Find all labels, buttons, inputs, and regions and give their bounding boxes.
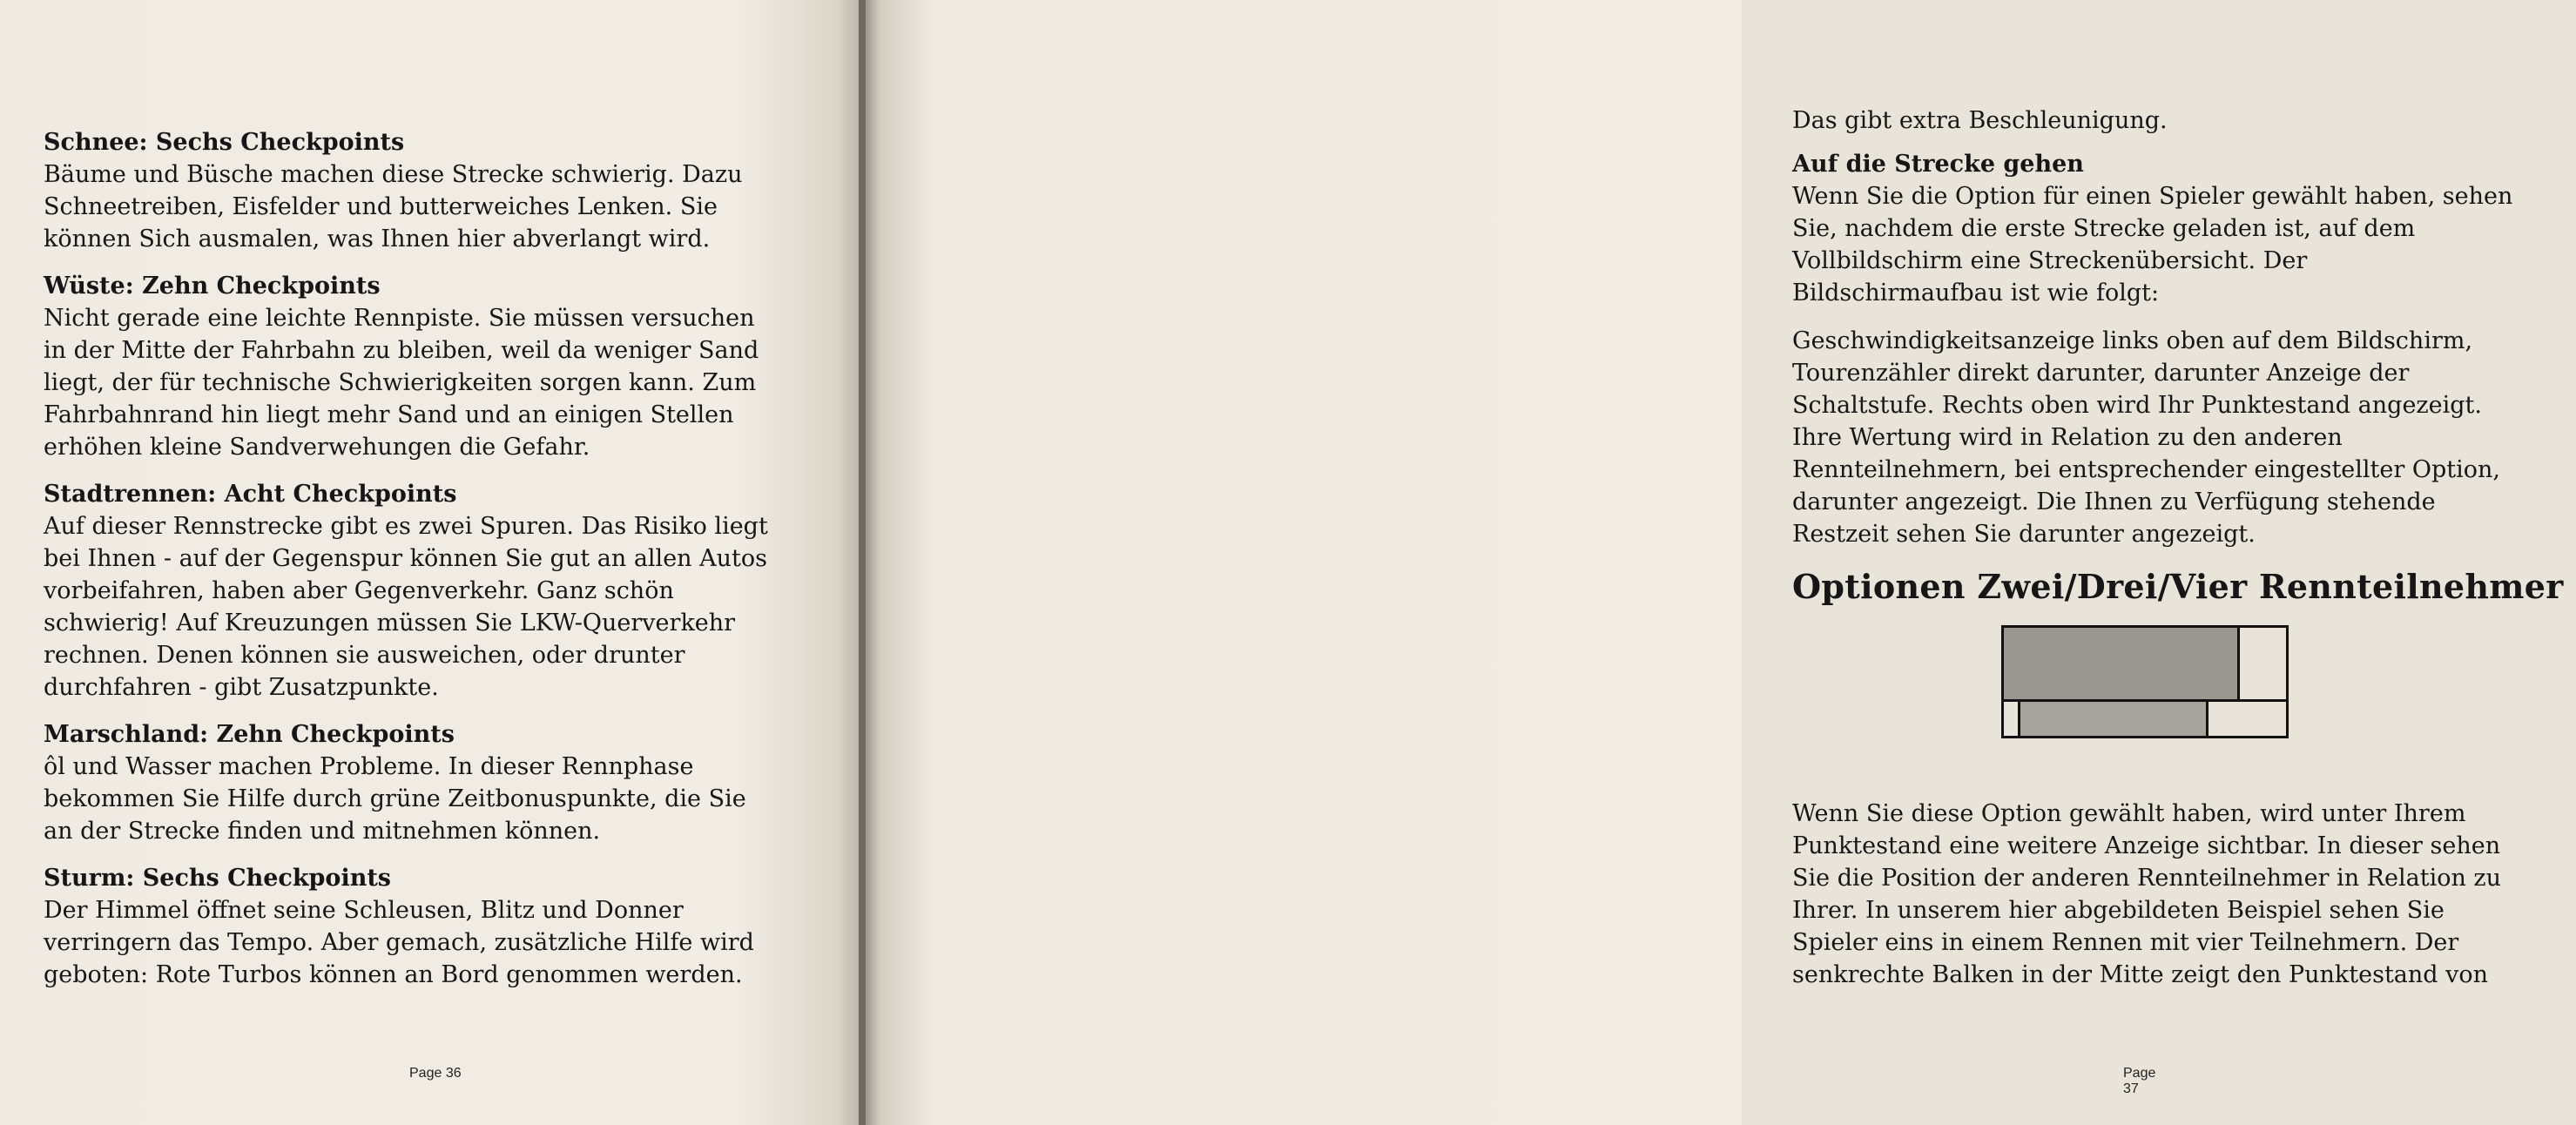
text-line: Bäume und Büsche machen diese Strecke schwierig. Dazu bbox=[44, 161, 743, 188]
text-line: erhöhen kleine Sandverwehungen die Gefahr. bbox=[44, 434, 590, 461]
paragraph-screen-layout bbox=[1792, 325, 2576, 550]
text-line: Bildschirmaufbau ist wie folgt: bbox=[1792, 280, 2160, 307]
book-gutter bbox=[859, 0, 866, 1125]
text-line: Spieler eins in einem Rennen mit vier Teilnehmern. Der bbox=[1792, 929, 2459, 956]
section-heading: Marschland: Zehn Checkpoints bbox=[44, 721, 455, 748]
text-line: bei Ihnen - auf der Gegenspur können Sie gut an allen Autos bbox=[44, 545, 767, 572]
text-line: Wenn Sie die Option für einen Spieler gewählt haben, sehen bbox=[1792, 183, 2513, 210]
text-line: Ihrer. In unserem hier abgebildeten Beispiel sehen Sie bbox=[1792, 897, 2445, 924]
section-heading: Auf die Strecke gehen bbox=[1792, 151, 2084, 178]
text-line: Tourenzähler direkt darunter, darunter Anzeige der bbox=[1792, 360, 2410, 387]
text-line: an der Strecke finden und mitnehmen können. bbox=[44, 818, 601, 845]
section-sturm bbox=[44, 863, 827, 991]
section-wueste bbox=[44, 271, 827, 463]
section-heading: Sturm: Sechs Checkpoints bbox=[44, 865, 392, 892]
text-line: Sie die Position der anderen Rennteilnehmer in Relation zu bbox=[1792, 865, 2502, 892]
text-line: Punktestand eine weitere Anzeige sichtbar. In dieser sehen bbox=[1792, 832, 2501, 859]
text-line: Rennteilnehmern, bei entsprechender eingestellter Option, bbox=[1792, 456, 2501, 483]
text-line: in der Mitte der Fahrbahn zu bleiben, weil da weniger Sand bbox=[44, 337, 759, 364]
section-stadtrennen bbox=[44, 479, 827, 704]
text-line: Geschwindigkeitsanzeige links oben auf dem Bildschirm, bbox=[1792, 327, 2473, 354]
diagram-side-panel bbox=[2237, 625, 2289, 702]
page-number: Page 37 bbox=[2123, 1066, 2156, 1096]
section-heading: Stadtrennen: Acht Checkpoints bbox=[44, 481, 457, 508]
text-line: können Sich ausmalen, was Ihnen hier abverlangt wird. bbox=[44, 226, 711, 253]
right-page-content bbox=[1792, 104, 2576, 1007]
text-line: Der Himmel öffnet seine Schleusen, Blitz und Donner bbox=[44, 897, 684, 924]
text-line: Auf dieser Rennstrecke gibt es zwei Spuren. Das Risiko liegt bbox=[44, 513, 768, 540]
section-heading: Schnee: Sechs Checkpoints bbox=[44, 129, 405, 156]
diagram-main-view bbox=[2001, 625, 2240, 702]
screen-layout-diagram bbox=[2001, 625, 2289, 738]
text-line: Wenn Sie diese Option gewählt haben, wird unter Ihrem bbox=[1792, 800, 2466, 827]
text-line: vorbeifahren, haben aber Gegenverkehr. Ganz schön bbox=[44, 577, 674, 604]
text-line: senkrechte Balken in der Mitte zeigt den Punktestand von bbox=[1792, 961, 2489, 988]
text-line: durchfahren - gibt Zusatzpunkte. bbox=[44, 674, 439, 701]
text-line: Nicht gerade eine leichte Rennpiste. Sie müssen versuchen bbox=[44, 305, 755, 332]
text-line: schwierig! Auf Kreuzungen müssen Sie LKW-Querverkehr bbox=[44, 610, 736, 637]
text-line: liegt, der für technische Schwierigkeiten sorgen kann. Zum bbox=[44, 369, 757, 396]
text-line: Sie, nachdem die erste Strecke geladen ist, auf dem bbox=[1792, 215, 2416, 242]
text-line: Schaltstufe. Rechts oben wird Ihr Punktestand angezeigt. bbox=[1792, 392, 2482, 419]
text-line: verringern das Tempo. Aber gemach, zusätzliche Hilfe wird bbox=[44, 929, 754, 956]
text-line: Schneetreiben, Eisfelder und butterweiches Lenken. Sie bbox=[44, 193, 718, 220]
text-line: darunter angezeigt. Die Ihnen zu Verfügung stehende bbox=[1792, 488, 2436, 515]
text-line: geboten: Rote Turbos können an Bord genommen werden. bbox=[44, 961, 743, 988]
diagram-bottom-bar bbox=[2018, 699, 2208, 738]
text-line: Das gibt extra Beschleunigung. bbox=[1792, 107, 2168, 134]
text-line: Vollbildschirm eine Streckenübersicht. Der bbox=[1792, 247, 2308, 274]
section-heading: Wüste: Zehn Checkpoints bbox=[44, 273, 381, 300]
text-line: Fahrbahnrand hin liegt mehr Sand und an einigen Stellen bbox=[44, 401, 734, 428]
text-line: Restzeit sehen Sie darunter angezeigt. bbox=[1792, 521, 2256, 548]
paragraph-option bbox=[1792, 798, 2576, 991]
text-line: ôl und Wasser machen Probleme. In dieser Rennphase bbox=[44, 753, 694, 780]
page-number: Page 36 bbox=[409, 1066, 462, 1081]
section-schnee bbox=[44, 127, 827, 255]
text-line: bekommen Sie Hilfe durch grüne Zeitbonuspunkte, die Sie bbox=[44, 785, 746, 812]
section-title: Optionen Zwei/Drei/Vier Rennteilnehmer bbox=[1792, 567, 2564, 606]
text-line: Ihre Wertung wird in Relation zu den anderen bbox=[1792, 424, 2343, 451]
right-page bbox=[862, 0, 2564, 1125]
section-marschland bbox=[44, 719, 827, 847]
section-auf-die-strecke bbox=[1792, 149, 2576, 309]
left-page bbox=[0, 0, 862, 1125]
text-line: rechnen. Denen können sie ausweichen, oder drunter bbox=[44, 642, 685, 669]
left-page-content bbox=[44, 127, 827, 1007]
